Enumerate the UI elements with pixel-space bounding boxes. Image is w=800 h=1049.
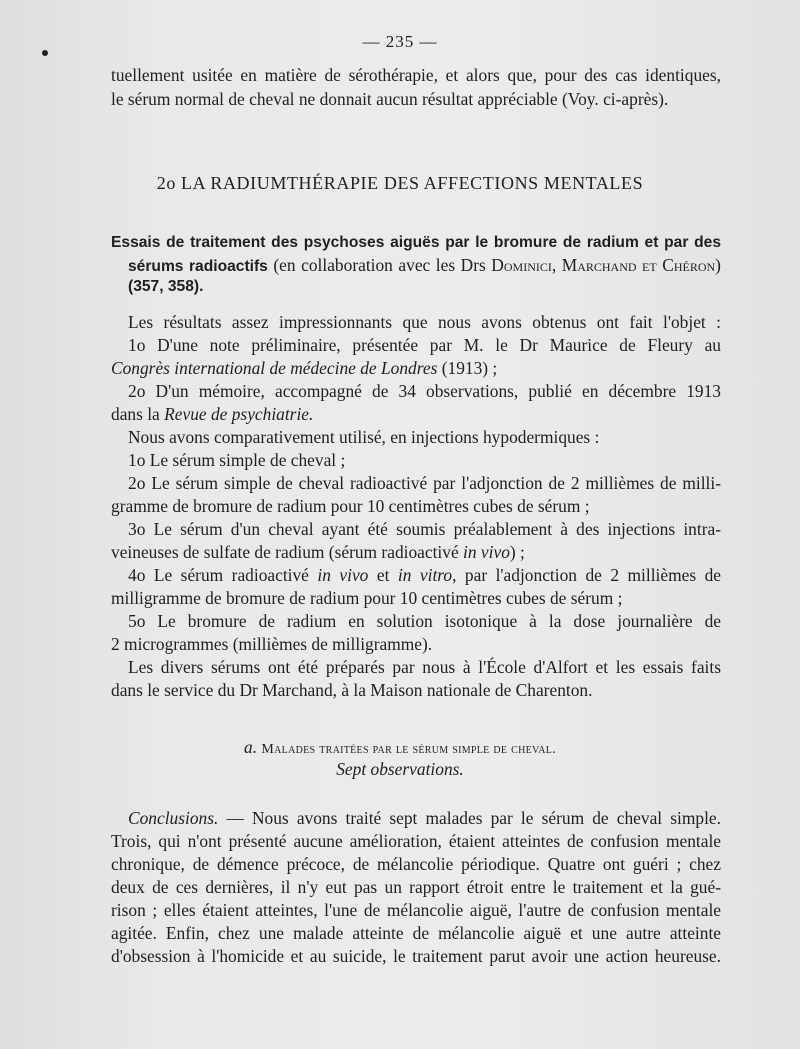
- subsection-subtitle-text: Sept observations.: [336, 759, 464, 779]
- conclusions-text-1: — Nous avons traité sept malades par le sérum de cheval simple.: [226, 808, 721, 828]
- intro-line-1: tuellement usitée en matière de sérothérapie, et alors que, pour des cas identiques,: [111, 65, 721, 85]
- line-11-end: ) ;: [509, 542, 525, 562]
- congress-year: (1913) ;: [441, 358, 498, 378]
- body-line-8: 2o Le sérum simple de cheval radioactivé par l'adjonction de 2 millièmes de milli-: [128, 473, 721, 493]
- body-line-17: dans le service du Dr Marchand, à la Maison nationale de Charenton.: [111, 680, 593, 700]
- subsection-title-text: Malades traitées par le sérum simple de cheval.: [261, 742, 556, 757]
- body-line-14: 5o Le bromure de radium en solution isotonique à la dose journalière de: [128, 611, 721, 631]
- body-line-12: [128, 564, 721, 586]
- subsection-subtitle: [0, 758, 800, 780]
- line-12-and: et: [376, 565, 390, 585]
- page-number: — 235 —: [362, 32, 438, 51]
- subsection-letter: a.: [244, 737, 258, 757]
- journal-name: Revue de psychiatrie.: [164, 404, 314, 424]
- body-line-2: 1o D'une note préliminaire, présentée par M. le Dr Maurice de Fleury au: [128, 335, 721, 355]
- line-12-text: 4o Le sérum radioactivé: [128, 565, 309, 585]
- essay-title-line-1: Essais de traitement des psychoses aiguës par le bromure de radium et par des: [111, 234, 721, 251]
- body-line-9: gramme de bromure de radium pour 10 centimètres cubes de sérum ;: [111, 496, 590, 516]
- conclusions-line-3: chronique, de démence précoce, de mélancolie périodique. Quatre ont guéri ; chez: [111, 854, 721, 874]
- intro-line-2: le sérum normal de cheval ne donnait aucun résultat appréciable (Voy. ci-après).: [111, 89, 669, 109]
- body-line-15: 2 microgrammes (millièmes de milligramme).: [111, 634, 433, 654]
- essay-title-bold: sérums radioactifs: [128, 258, 268, 275]
- line-11-text: veineuses de sulfate de radium (sérum radioactivé: [111, 542, 459, 562]
- body-line-10: 3o Le sérum d'un cheval ayant été soumis préalablement à des injections intra-: [128, 519, 721, 539]
- essay-title-refs: (357, 358).: [128, 278, 204, 295]
- body-line-6: Nous avons comparativement utilisé, en injections hypodermiques :: [128, 427, 600, 447]
- body-line-1: Les résultats assez impressionnants que nous avons obtenus ont fait l'objet :: [128, 312, 721, 332]
- body-line-4: 2o D'un mémoire, accompagné de 34 observations, publié en décembre 1913: [128, 381, 721, 401]
- conclusions-label: Conclusions.: [128, 808, 219, 828]
- body-line-7: 1o Le sérum simple de cheval ;: [128, 450, 346, 470]
- essay-title-line-2: [128, 254, 721, 278]
- body-line-3: [111, 357, 721, 379]
- conclusions-line-2: Trois, qui n'ont présenté aucune amélioration, étaient atteintes de confusion mentale: [111, 831, 721, 851]
- line-12-italic-1: in vivo: [317, 565, 369, 585]
- conclusions-line-5: rison ; elles étaient atteintes, l'une de mélancolie aiguë, l'autre de confusion mentale: [111, 900, 721, 920]
- section-title: 2o LA RADIUMTHÉRAPIE DES AFFECTIONS MENTALES: [156, 173, 644, 193]
- conclusions-line-6: agitée. Enfin, chez une malade atteinte de mélancolie aiguë et une autre atteinte: [111, 923, 721, 943]
- conclusions-line-4: deux de ces dernières, il n'y eut pas un rapport étroit entre le traitement et la gué-: [111, 877, 721, 897]
- conclusions-line-7: d'obsession à l'homicide et au suicide, le traitement parut avoir une action heureuse.: [111, 946, 721, 966]
- essay-title-names: Dominici, Marchand et Chéron): [491, 255, 721, 275]
- conclusions-line-1: [128, 807, 721, 829]
- body-line-13: milligramme de bromure de radium pour 10 centimètres cubes de sérum ;: [111, 588, 623, 608]
- line-12-end: , par l'adjonction de 2 millièmes de: [452, 565, 721, 585]
- body-line-16: Les divers sérums ont été préparés par nous à l'École d'Alfort et les essais faits: [128, 657, 721, 677]
- journal-prefix: dans la: [111, 404, 160, 424]
- line-11-italic: in vivo: [463, 542, 510, 562]
- body-line-11: [111, 541, 721, 563]
- line-12-italic-2: in vitro: [397, 565, 453, 585]
- essay-title-collab: (en collaboration avec les Drs: [273, 255, 486, 275]
- body-line-5: [111, 403, 721, 425]
- congress-name: Congrès international de médecine de Londres: [111, 358, 438, 378]
